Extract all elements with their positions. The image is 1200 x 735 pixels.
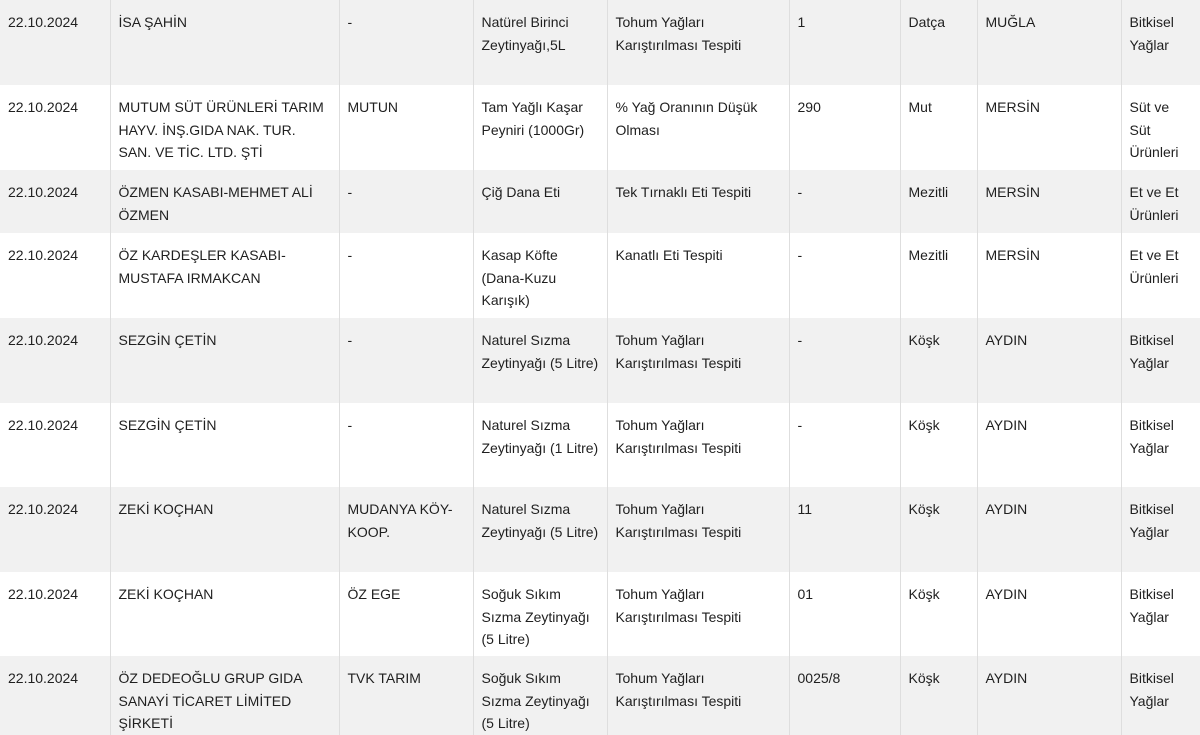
- district-cell: Datça: [900, 0, 977, 85]
- district-cell: Köşk: [900, 572, 977, 656]
- brand-cell: -: [339, 233, 473, 318]
- firm-cell: ÖZMEN KASABI-MEHMET ALİ ÖZMEN: [110, 170, 339, 233]
- firm-cell: ZEKİ KOÇHAN: [110, 572, 339, 656]
- table-row: [0, 233, 1200, 318]
- table-row: [0, 403, 1200, 487]
- firm-cell: SEZGİN ÇETİN: [110, 403, 339, 487]
- firm-cell: MUTUM SÜT ÜRÜNLERİ TARIM HAYV. İNŞ.GIDA NAK. TUR. SAN. VE TİC. LTD. ŞTİ: [110, 85, 339, 170]
- batch-cell: -: [789, 233, 900, 318]
- firm-cell: ÖZ DEDEOĞLU GRUP GIDA SANAYİ TİCARET LİMİTED ŞİRKETİ: [110, 656, 339, 735]
- violation-cell: Tek Tırnaklı Eti Tespiti: [607, 170, 789, 233]
- firm-cell: ÖZ KARDEŞLER KASABI-MUSTAFA IRMAKCAN: [110, 233, 339, 318]
- province-cell: AYDIN: [977, 487, 1121, 572]
- province-cell: AYDIN: [977, 403, 1121, 487]
- violation-cell: Tohum Yağları Karıştırılması Tespiti: [607, 0, 789, 85]
- product-group-cell: Et ve Et Ürünleri: [1121, 170, 1200, 233]
- brand-cell: -: [339, 0, 473, 85]
- province-cell: AYDIN: [977, 656, 1121, 735]
- batch-cell: 01: [789, 572, 900, 656]
- batch-cell: -: [789, 170, 900, 233]
- table-row: [0, 170, 1200, 233]
- brand-cell: MUTUN: [339, 85, 473, 170]
- product-group-cell: Bitkisel Yağlar: [1121, 487, 1200, 572]
- district-cell: Mezitli: [900, 170, 977, 233]
- product-group-cell: Süt ve Süt Ürünleri: [1121, 85, 1200, 170]
- province-cell: MERSİN: [977, 170, 1121, 233]
- firm-cell: İSA ŞAHİN: [110, 0, 339, 85]
- district-cell: Mezitli: [900, 233, 977, 318]
- table-row: [0, 656, 1200, 735]
- product-cell: Naturel Sızma Zeytinyağı (1 Litre): [473, 403, 607, 487]
- province-cell: AYDIN: [977, 572, 1121, 656]
- violation-cell: Tohum Yağları Karıştırılması Tespiti: [607, 318, 789, 403]
- province-cell: MERSİN: [977, 85, 1121, 170]
- product-cell: Natürel Birinci Zeytinyağı,5L: [473, 0, 607, 85]
- date-cell: 22.10.2024: [0, 572, 110, 656]
- product-cell: Çiğ Dana Eti: [473, 170, 607, 233]
- batch-cell: 11: [789, 487, 900, 572]
- product-group-cell: Bitkisel Yağlar: [1121, 656, 1200, 735]
- violation-cell: Tohum Yağları Karıştırılması Tespiti: [607, 572, 789, 656]
- date-cell: 22.10.2024: [0, 233, 110, 318]
- province-cell: MERSİN: [977, 233, 1121, 318]
- brand-cell: -: [339, 403, 473, 487]
- province-cell: MUĞLA: [977, 0, 1121, 85]
- brand-cell: TVK TARIM: [339, 656, 473, 735]
- product-group-cell: Bitkisel Yağlar: [1121, 572, 1200, 656]
- province-cell: AYDIN: [977, 318, 1121, 403]
- batch-cell: -: [789, 403, 900, 487]
- violation-cell: Tohum Yağları Karıştırılması Tespiti: [607, 403, 789, 487]
- batch-cell: 290: [789, 85, 900, 170]
- product-cell: Naturel Sızma Zeytinyağı (5 Litre): [473, 318, 607, 403]
- district-cell: Köşk: [900, 487, 977, 572]
- district-cell: Köşk: [900, 656, 977, 735]
- batch-cell: 0025/8: [789, 656, 900, 735]
- brand-cell: -: [339, 170, 473, 233]
- product-group-cell: Bitkisel Yağlar: [1121, 318, 1200, 403]
- date-cell: 22.10.2024: [0, 85, 110, 170]
- product-group-cell: Bitkisel Yağlar: [1121, 0, 1200, 85]
- table-row: [0, 85, 1200, 170]
- date-cell: 22.10.2024: [0, 0, 110, 85]
- product-cell: Tam Yağlı Kaşar Peyniri (1000Gr): [473, 85, 607, 170]
- batch-cell: 1: [789, 0, 900, 85]
- date-cell: 22.10.2024: [0, 656, 110, 735]
- date-cell: 22.10.2024: [0, 487, 110, 572]
- district-cell: Mut: [900, 85, 977, 170]
- violation-cell: Tohum Yağları Karıştırılması Tespiti: [607, 656, 789, 735]
- violation-cell: Kanatlı Eti Tespiti: [607, 233, 789, 318]
- firm-cell: ZEKİ KOÇHAN: [110, 487, 339, 572]
- brand-cell: ÖZ EGE: [339, 572, 473, 656]
- violation-cell: % Yağ Oranının Düşük Olması: [607, 85, 789, 170]
- violation-cell: Tohum Yağları Karıştırılması Tespiti: [607, 487, 789, 572]
- product-group-cell: Et ve Et Ürünleri: [1121, 233, 1200, 318]
- date-cell: 22.10.2024: [0, 403, 110, 487]
- product-group-cell: Bitkisel Yağlar: [1121, 403, 1200, 487]
- table-row: [0, 487, 1200, 572]
- district-cell: Köşk: [900, 318, 977, 403]
- brand-cell: MUDANYA KÖY-KOOP.: [339, 487, 473, 572]
- product-cell: Naturel Sızma Zeytinyağı (5 Litre): [473, 487, 607, 572]
- district-cell: Köşk: [900, 403, 977, 487]
- firm-cell: SEZGİN ÇETİN: [110, 318, 339, 403]
- date-cell: 22.10.2024: [0, 318, 110, 403]
- product-cell: Soğuk Sıkım Sızma Zeytinyağı (5 Litre): [473, 656, 607, 735]
- date-cell: 22.10.2024: [0, 170, 110, 233]
- table-row: [0, 572, 1200, 656]
- table-row: [0, 318, 1200, 403]
- table-row: [0, 0, 1200, 85]
- product-cell: Soğuk Sıkım Sızma Zeytinyağı (5 Litre): [473, 572, 607, 656]
- batch-cell: -: [789, 318, 900, 403]
- brand-cell: -: [339, 318, 473, 403]
- product-cell: Kasap Köfte (Dana-Kuzu Karışık): [473, 233, 607, 318]
